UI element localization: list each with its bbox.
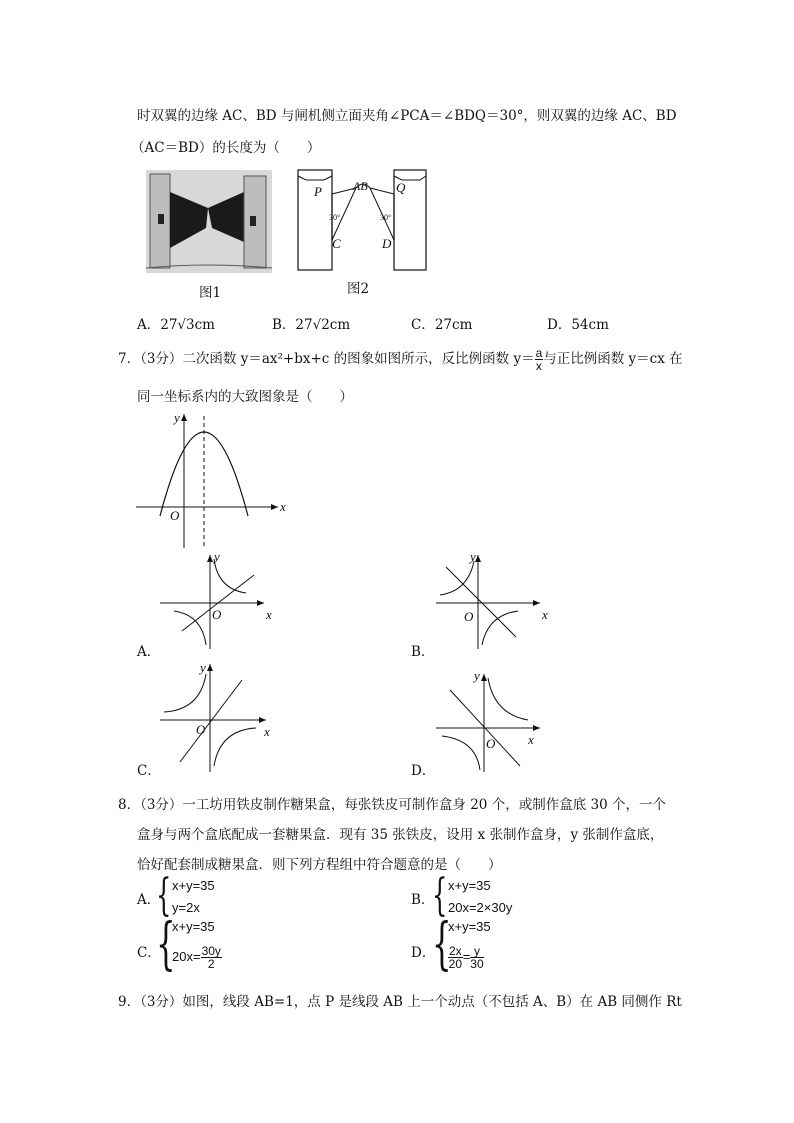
q7-parabola-graph bbox=[136, 410, 286, 550]
svg-text:O: O bbox=[486, 736, 496, 751]
q8-option-c-eq1: x+y=35 bbox=[172, 919, 215, 934]
q7-text-line2: 同一坐标系内的大致图象是（ ） bbox=[137, 389, 353, 405]
q6-option-b[interactable]: B．27√2cm bbox=[272, 317, 351, 333]
q7-option-b-graph[interactable] bbox=[436, 549, 548, 649]
svg-text:O: O bbox=[196, 722, 206, 737]
q6-text-line1: 时双翼的边缘 AC、BD 与闸机侧立面夹角∠PCA＝∠BDQ＝30°，则双翼的边缘 AC、BD bbox=[137, 108, 677, 124]
q7-option-b[interactable]: B． bbox=[411, 644, 435, 660]
q7-option-c[interactable]: C． bbox=[137, 763, 161, 779]
q8-option-d-eq1: x+y=35 bbox=[448, 919, 491, 934]
q7-option-d-graph[interactable] bbox=[436, 668, 548, 772]
svg-text:y: y bbox=[470, 549, 476, 564]
svg-text:O: O bbox=[212, 607, 222, 622]
q6-option-c[interactable]: C．27cm bbox=[411, 317, 473, 333]
svg-text:y: y bbox=[474, 668, 480, 683]
q6-figure2-diagram bbox=[296, 168, 428, 274]
q6-figure2-caption: 图2 bbox=[347, 281, 370, 297]
q7-text-line1: 7．（3分）二次函数 y＝ax²+bx+c 的图象如图所示，反比例函数 y＝ $\frac{a}{x}$ 与正比例函数 y＝cx 在 bbox=[118, 346, 683, 373]
svg-text:O: O bbox=[464, 609, 474, 624]
q8-text-line2: 盒身与两个盒底配成一套糖果盒．现有 35 张铁皮，设用 x 张制作盒身，y 张制作盒底， bbox=[137, 827, 664, 843]
q6-text-line2: （AC＝BD）的长度为（ ） bbox=[131, 140, 321, 156]
q8-option-a-eq1: x+y=35 bbox=[172, 878, 215, 893]
fig2-label-d: D bbox=[382, 236, 392, 251]
fig2-angle-left: 30° bbox=[329, 213, 341, 222]
q8-option-d[interactable]: D． bbox=[411, 945, 436, 961]
svg-text:O: O bbox=[170, 508, 180, 523]
q8-option-c-eq2: 20x= $\frac{30y}{2}$ bbox=[172, 944, 221, 971]
q9-text-line1: 9．（3分）如图，线段 AB=1，点 P 是线段 AB 上一个动点（不包括 A、B）在 AB 同侧作 Rt bbox=[118, 994, 682, 1010]
svg-text:x: x bbox=[264, 724, 270, 739]
fig2-angle-right: 30° bbox=[380, 213, 392, 222]
q8-option-a-eq2: y=2x bbox=[172, 900, 200, 915]
q8-option-b[interactable]: B． bbox=[411, 892, 435, 908]
q6-figure1-photo bbox=[146, 170, 272, 273]
q6-option-d[interactable]: D．54cm bbox=[547, 317, 609, 333]
q8-option-b-brace: { bbox=[432, 870, 448, 921]
svg-text:x: x bbox=[542, 607, 548, 622]
q8-option-d-eq2: $\frac{2x}{20}$ = $\frac{y}{30}$ bbox=[448, 944, 484, 971]
svg-text:y: y bbox=[214, 549, 220, 564]
fig2-label-q: Q bbox=[396, 180, 406, 195]
fig2-label-ab: AB bbox=[353, 179, 368, 193]
q8-option-a-brace: { bbox=[156, 870, 172, 921]
q7-option-d[interactable]: D． bbox=[411, 763, 436, 779]
svg-text:y: y bbox=[174, 410, 180, 425]
q7-option-a-graph[interactable] bbox=[160, 549, 272, 649]
svg-text:y: y bbox=[200, 660, 206, 675]
q8-text-line3: 恰好配套制成糖果盒．则下列方程组中符合题意的是（ ） bbox=[137, 857, 502, 873]
fig2-label-c: C bbox=[332, 236, 341, 251]
q8-option-d-brace: { bbox=[432, 912, 452, 977]
q8-option-c[interactable]: C． bbox=[137, 945, 161, 961]
q7-option-c-graph[interactable] bbox=[160, 660, 272, 772]
fig2-label-p: P bbox=[314, 184, 322, 199]
q6-option-a[interactable]: A．27√3cm bbox=[137, 317, 215, 333]
svg-text:x: x bbox=[266, 607, 272, 622]
q7-option-a[interactable]: A． bbox=[137, 644, 161, 660]
q8-text-line1: 8．（3分）一工坊用铁皮制作糖果盒，每张铁皮可制作盒身 20 个，或制作盒底 30 个，一个 bbox=[118, 797, 666, 813]
q8-option-b-eq2: 20x=2×30y bbox=[448, 900, 513, 915]
q8-option-b-eq1: x+y=35 bbox=[448, 878, 491, 893]
q6-figure1-caption: 图1 bbox=[199, 285, 222, 301]
q8-option-a[interactable]: A． bbox=[137, 892, 161, 908]
q8-option-c-brace: { bbox=[156, 912, 176, 977]
svg-text:x: x bbox=[528, 732, 534, 747]
svg-text:x: x bbox=[280, 499, 286, 514]
